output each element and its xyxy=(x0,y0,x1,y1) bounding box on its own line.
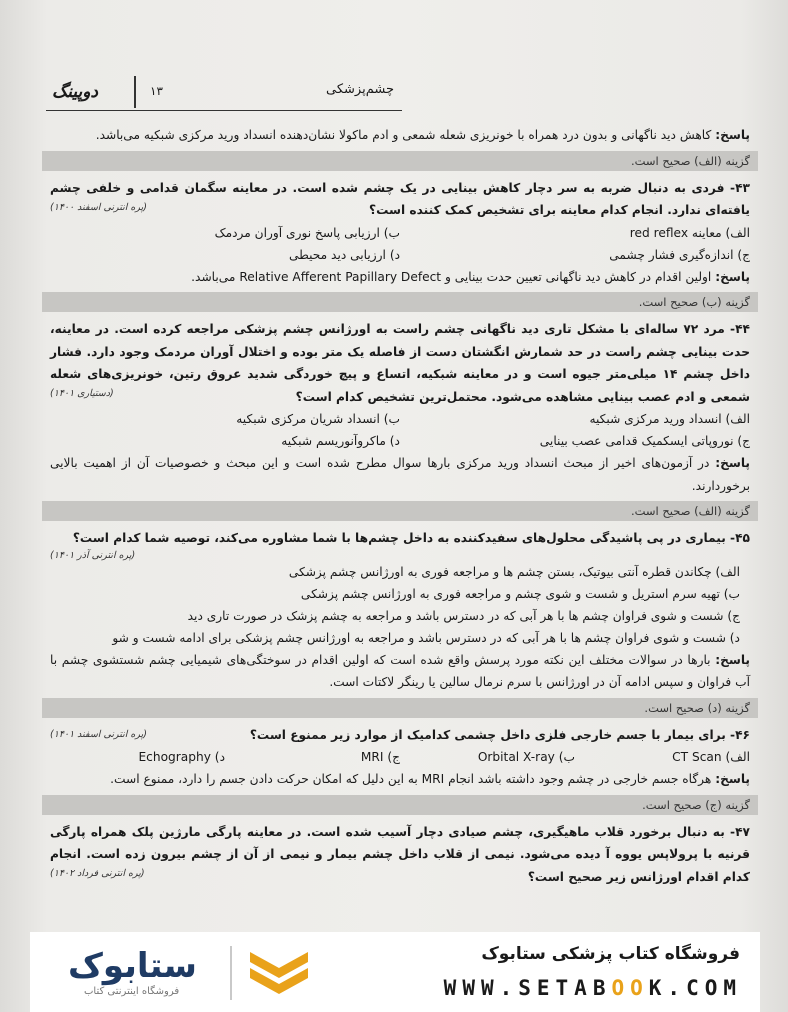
question-source: (پره انترنی اسفند ۱۴۰۱) xyxy=(50,728,147,740)
question-47: ۴۷- به دنبال برخورد قلاب ماهیگیری، چشم صیادی دچار آسیب شده است. در معاینه پارگی مارژین پلک همراه پارگی قرنیه با پرولاپس یووه آ دیده می‌شود. نیمی از قلاب داخل چشم بیمار و نیمی از آن از چشم بیرون زده است. انجام کدام اقدام اورژانس زیر صحیح است؟ xyxy=(50,824,750,884)
option-c: ج) نوروپاتی ایسکمیک قدامی عصب بینایی xyxy=(539,434,750,448)
option-b: ب) Orbital X-ray xyxy=(477,750,575,764)
store-url[interactable]: WWW.SETABOOK.COM xyxy=(443,976,742,1000)
options-45 xyxy=(50,561,750,649)
page-number: ۱۳ xyxy=(150,84,163,98)
option-d: د) ارزیابی دید محیطی xyxy=(288,247,400,262)
answer-44: پاسخ: در آزمون‌های اخیر از مبحث انسداد ورید مرکزی بارها سوال مطرح شده است و این مبحث و خصوصیات آن از اهمیت بالایی برخوردارند. xyxy=(50,456,750,493)
question-43: ۴۳- فردی به دنبال ضربه به سر دچار کاهش بینایی در یک چشم شده است. در معاینه سگمان قدامی و خلفی چشم یافته‌ای ندارد. انجام کدام معاینه برای تشخیص کمک کننده است؟ xyxy=(50,180,750,217)
option-d: د) ماکروآنوریسم شبکیه xyxy=(281,434,400,448)
chapter-title: چشم‌پزشکی xyxy=(326,82,394,97)
footer-divider xyxy=(230,946,232,1000)
options-43 xyxy=(50,222,750,266)
chevron-logo-icon xyxy=(246,946,312,1000)
option-b: ب) انسداد شریان مرکزی شبکیه xyxy=(236,412,400,426)
question-source: (پره انترنی فرداد ۱۴۰۲) xyxy=(50,868,145,879)
answer-band: گزینه (الف) صحیح است. xyxy=(42,151,758,171)
setabook-logo: ستابوک xyxy=(68,946,197,986)
answer-band: گزینه (د) صحیح است. xyxy=(42,698,758,718)
question-source: (دستیاری ۱۴۰۱) xyxy=(50,388,114,399)
page-content xyxy=(50,124,750,888)
option-a: الف) انسداد ورید مرکزی شبکیه xyxy=(589,412,750,426)
option-c: ج) MRI xyxy=(360,750,400,764)
header-divider xyxy=(134,76,136,108)
option-a: الف) CT Scan xyxy=(672,750,750,764)
answer-band: گزینه (الف) صحیح است. xyxy=(42,501,758,521)
store-footer xyxy=(30,932,760,1012)
question-46: ۴۶- برای بیمار با جسم خارجی فلزی داخل چشمی کدامیک از موارد زیر ممنوع است؟ (پره انترنی اسفند ۱۴۰۱) xyxy=(50,724,750,747)
options-46 xyxy=(50,746,750,768)
intro-answer: پاسخ: کاهش دید ناگهانی و بدون درد همراه با خونریزی شعله شمعی و ادم ماکولا نشان‌دهنده انسداد ورید مرکزی شبکیه می‌باشد. xyxy=(95,128,750,142)
option-b: ب) ارزیابی پاسخ نوری آوران مردمک xyxy=(214,225,400,240)
option-d: د) شست و شوی فراوان چشم ها با هر آبی که در دسترس باشد و مراجعه به اورژانس چشم پزشکی برای ادامه شست و شو xyxy=(112,630,740,645)
answer-43: پاسخ: اولین اقدام در کاهش دید ناگهانی تعیین حدت بینایی و Relative Afferent Papillary Defect می‌باشد. xyxy=(191,269,750,284)
brand-logo: دوپینگ xyxy=(52,82,98,102)
logo-tagline: فروشگاه اینترنتی کتاب xyxy=(84,986,180,997)
question-source: (پره انترنی اسفند ۱۴۰۰) xyxy=(50,201,147,213)
answer-46: پاسخ: هرگاه جسم خارجی در چشم وجود داشته باشد انجام MRI به این دلیل که امکان حرکت دادن جسم را دارد، ممنوع است. xyxy=(110,772,750,786)
question-45: ۴۵- بیماری در پی پاشیدگی محلول‌های سفیدکننده به داخل چشم‌ها با شما مشاوره می‌کند، توصیه شما کدام است؟ xyxy=(72,531,750,545)
question-44: ۴۴- مرد ۷۲ ساله‌ای با مشکل تاری دید ناگهانی چشم راست به اورژانس چشم پزشکی مراجعه کرده است. در معاینه، حدت بینایی چشم راست در حد شمارش انگشتان دست از فاصله یک متر بوده و اختلال آوران مردمک وجود دارد. فشار داخل چشم ۱۴ میلی‌متر جیوه است و در معاینه شبکیه، اتساع و پیچ خوردگی شدید عروق رتین، خونریزی‌های شعله شمعی و ادم عصب بینایی مشاهده می‌شود. محتمل‌ترین تشخیص کدام است؟ xyxy=(50,322,750,404)
page-header xyxy=(46,74,402,111)
answer-45: پاسخ: بارها در سوالات مختلف این نکته مورد پرسش واقع شده است که اولین اقدام در سوختگی‌های شیمیایی چشم شستشوی چشم با آب فراوان و سپس ادامه آن در اورژانس با سرم نرمال سالین یا رینگر لاکتات است. xyxy=(50,652,750,689)
option-d: د) Echography xyxy=(138,750,225,764)
answer-band: گزینه (ج) صحیح است. xyxy=(42,795,758,815)
answer-band: گزینه (ب) صحیح است. xyxy=(42,292,758,312)
options-44 xyxy=(50,408,750,452)
question-source: (پره انترنی آذر ۱۴۰۱) xyxy=(50,549,136,561)
option-a: الف) چکاندن قطره آنتی بیوتیک، بستن چشم ها و مراجعه فوری به اورژانس چشم پزشکی xyxy=(288,564,740,579)
option-a: الف) معاینه red reflex xyxy=(629,225,750,240)
option-c: ج) شست و شوی فراوان چشم ها با هر آبی که در دسترس باشد و مراجعه به چشم پزشک در صورت تاری دید xyxy=(187,608,740,623)
option-c: ج) اندازه‌گیری فشار چشمی xyxy=(609,247,750,262)
store-name: فروشگاه کتاب پزشکی ستابوک xyxy=(481,944,740,964)
option-b: ب) تهیه سرم استریل و شست و شوی چشم و مراجعه فوری به اورژانس چشم پزشکی xyxy=(300,586,740,601)
